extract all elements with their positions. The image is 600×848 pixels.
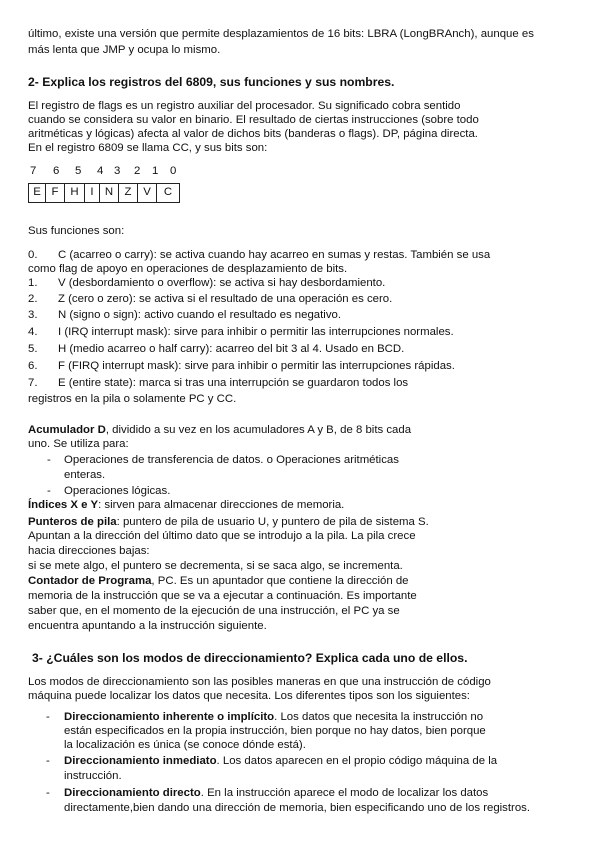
program-counter-line: encuentra apuntando a la instrucción siguiente.	[28, 620, 267, 632]
bullet-dash: -	[46, 787, 50, 799]
mode-name: Direccionamiento inmediato	[64, 755, 217, 767]
mode-description: . Los datos aparecen en el propio código máquina de la	[216, 755, 498, 767]
term: Contador de Programa	[28, 575, 152, 587]
cc-flags-table	[28, 183, 180, 203]
definition: : sirven para almacenar direcciones de memoria.	[98, 499, 345, 511]
program-counter-line	[28, 575, 409, 589]
definition: : puntero de pila de usuario U, y puntero de pila de sistema S.	[116, 516, 429, 528]
bullet-item: Operaciones lógicas.	[64, 485, 171, 497]
mode-item-continuation: la localización es única (se conoce dónde está).	[64, 739, 306, 751]
bit-number: 6	[53, 165, 60, 177]
list-item: H (medio acarreo o half carry): acarreo del bit 3 al 4. Usado en BCD.	[58, 343, 405, 355]
list-number: 7.	[28, 377, 38, 389]
term: Acumulador D	[28, 424, 106, 436]
list-number: 1.	[28, 277, 38, 289]
stack-pointer-line: Apuntan a la dirección del último dato que se introdujo a la pila. La pila crece	[28, 530, 416, 542]
stack-pointer-line: hacia direcciones bajas:	[28, 545, 150, 557]
stack-pointer-line	[28, 516, 429, 530]
accumulator-d-line: uno. Se utiliza para:	[28, 438, 129, 450]
indices-line	[28, 499, 344, 513]
bit-number: 2	[134, 165, 141, 177]
bit-number: 4	[97, 165, 104, 177]
list-item: C (acarreo o carry): se activa cuando hay acarreo en sumas y restas. También se usa	[58, 249, 491, 261]
mode-item	[64, 787, 488, 801]
term: Punteros de pila	[28, 516, 117, 528]
mode-description: . Los datos que necesita la instrucción no	[274, 711, 484, 723]
bullet-item: Operaciones de transferencia de datos. o Operaciones aritméticas	[64, 454, 399, 466]
bit-number: 1	[152, 165, 159, 177]
mode-item	[64, 755, 497, 769]
stack-pointer-line: si se mete algo, el puntero se decrementa, si se saca algo, se incrementa.	[28, 560, 403, 572]
paragraph-line: máquina puede localizar los datos que necesita. Los diferentes tipos son los siguientes:	[28, 690, 470, 702]
flag-cell: N	[100, 184, 119, 203]
list-item-continuation: como flag de apoyo en operaciones de desplazamiento de bits.	[28, 263, 348, 275]
intro-line: último, existe una versión que permite desplazamientos de 16 bits: LBRA (LongBRAnch), aunque es	[28, 28, 534, 40]
list-number: 6.	[28, 360, 38, 372]
paragraph-line: En el registro 6809 se llama CC, y sus bits son:	[28, 142, 268, 154]
mode-item-continuation: directamente,bien dando una dirección de memoria, bien especificando uno de los registros.	[64, 802, 531, 814]
list-number: 4.	[28, 326, 38, 338]
bit-number: 3	[114, 165, 121, 177]
bullet-dash: -	[46, 755, 50, 767]
section-3-heading: 3- ¿Cuáles son los modos de direccionamiento? Explica cada uno de ellos.	[32, 651, 468, 665]
accumulator-d-line	[28, 424, 411, 438]
flag-cell: V	[138, 184, 157, 203]
bullet-dash: -	[47, 454, 51, 466]
bit-number: 5	[75, 165, 82, 177]
term: Índices X e Y	[28, 499, 99, 511]
paragraph-line: Los modos de direccionamiento son las posibles maneras en que una instrucción de código	[28, 676, 491, 688]
list-item: N (signo o sign): activo cuando el resultado es negativo.	[58, 309, 342, 321]
mode-item-continuation: están especificados en la propia instrucción, bien porque no hay datos, bien porque	[64, 725, 486, 737]
flag-cell: Z	[119, 184, 138, 203]
paragraph-line: cuando se considera su valor en binario. El resultado de ciertas instrucciones (sobre todo	[28, 114, 479, 126]
program-counter-line: memoria de la instrucción que se va a ejecutar a continuación. Es importante	[28, 590, 417, 602]
list-item: I (IRQ interrupt mask): sirve para inhibir o permitir las interrupciones normales.	[58, 326, 454, 338]
functions-title: Sus funciones son:	[28, 225, 125, 237]
intro-line: más lenta que JMP y ocupa lo mismo.	[28, 44, 221, 56]
flag-cell: I	[85, 184, 100, 203]
paragraph-line: aritméticas y lógicas) afecta al valor de dichos bits (banderas o flags). DP, página directa.	[28, 128, 478, 140]
bit-number: 0	[170, 165, 177, 177]
flag-cell: C	[157, 184, 180, 203]
list-number: 2.	[28, 293, 38, 305]
bit-number-row	[28, 165, 198, 179]
list-number: 3.	[28, 309, 38, 321]
definition: , dividido a su vez en los acumuladores A y B, de 8 bits cada	[105, 424, 412, 436]
mode-description: . En la instrucción aparece el modo de localizar los datos	[200, 787, 489, 799]
bullet-dash: -	[46, 711, 50, 723]
mode-item-continuation: instrucción.	[64, 770, 122, 782]
list-item: V (desbordamiento o overflow): se activa si hay desbordamiento.	[58, 277, 386, 289]
mode-name: Direccionamiento directo	[64, 787, 201, 799]
flag-cell: H	[65, 184, 85, 203]
list-number: 5.	[28, 343, 38, 355]
bit-number: 7	[30, 165, 37, 177]
paragraph-line: El registro de flags es un registro auxiliar del procesador. Su significado cobra sentido	[28, 100, 461, 112]
bullet-dash: -	[47, 485, 51, 497]
mode-name: Direccionamiento inherente o implícito	[64, 711, 275, 723]
bullet-item-continuation: enteras.	[64, 469, 106, 481]
flag-cell: F	[46, 184, 65, 203]
definition: , PC. Es un apuntador que contiene la dirección de	[151, 575, 409, 587]
list-item-continuation: registros en la pila o solamente PC y CC.	[28, 393, 237, 405]
list-number: 0.	[28, 249, 38, 261]
list-item: Z (cero o zero): se activa si el resultado de una operación es cero.	[58, 293, 393, 305]
list-item: F (FIRQ interrupt mask): sirve para inhibir o permitir las interrupciones rápidas.	[58, 360, 455, 372]
program-counter-line: saber que, en el momento de la ejecución de una instrucción, el PC ya se	[28, 605, 400, 617]
mode-item	[64, 711, 483, 725]
section-2-heading: 2- Explica los registros del 6809, sus funciones y sus nombres.	[28, 75, 395, 89]
flag-cell: E	[29, 184, 46, 203]
list-item: E (entire state): marca si tras una interrupción se guardaron todos los	[58, 377, 409, 389]
